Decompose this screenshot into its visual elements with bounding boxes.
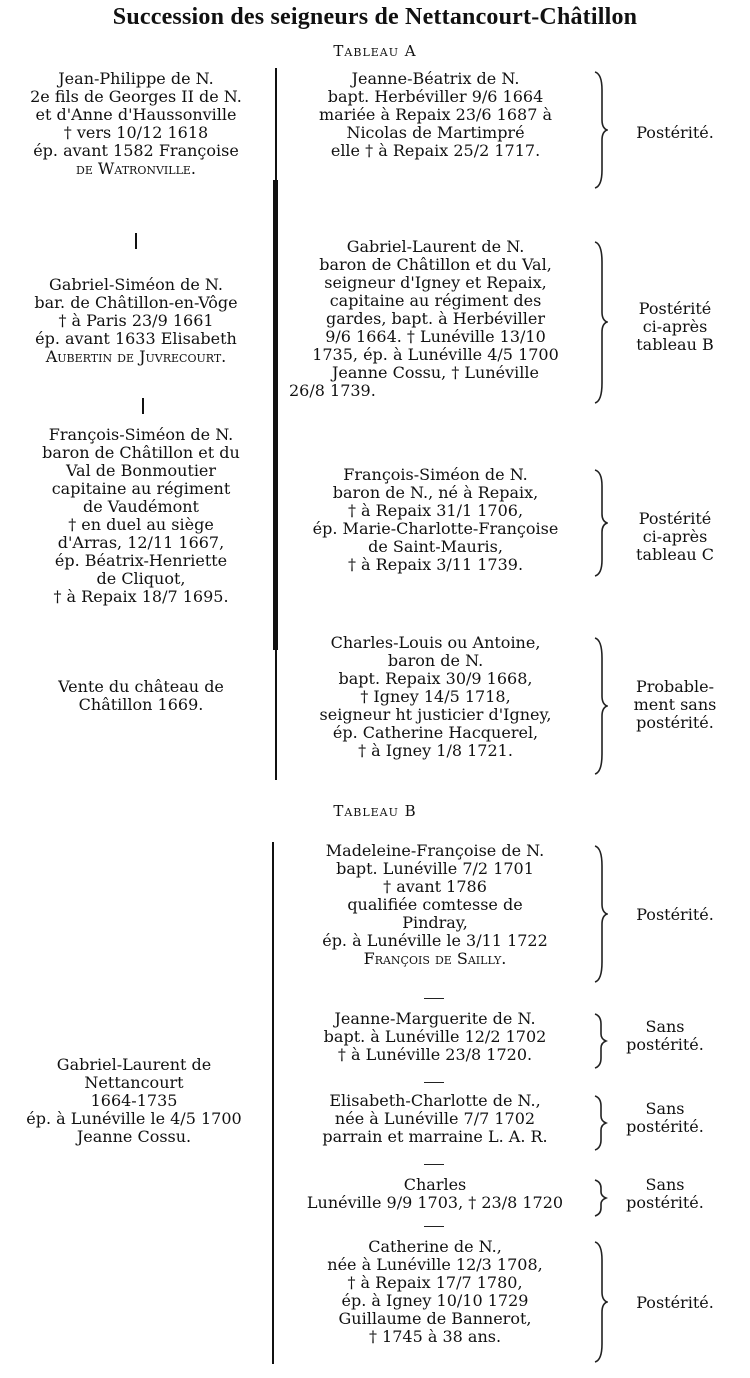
descent-line: [135, 233, 137, 249]
text-line: parrain et marraine L. A. R.: [322, 1127, 548, 1146]
text-line: ép. à Lunéville le 4/5 1700: [26, 1109, 242, 1128]
text-line: baron de N., né à Repaix,: [332, 483, 539, 502]
brace-icon: [592, 1094, 608, 1152]
tableau-b-child-2: [280, 1010, 590, 1064]
tableau-a-outcome-4: [610, 678, 740, 732]
text-line: Catherine de N.,: [368, 1237, 502, 1256]
text-line: mariée à Repaix 23/6 1687 à: [318, 105, 552, 124]
text-line: Postérité.: [636, 905, 714, 924]
text-line: Sans: [645, 1175, 685, 1194]
tableau-b-outcome-4: [610, 1176, 720, 1212]
text-line: Sans: [645, 1099, 685, 1118]
text-line: Nicolas de Martimpré: [346, 123, 525, 142]
text-line: ép. à Igney 10/10 1729: [341, 1291, 529, 1310]
text-line: ép. avant 1582 Françoise: [33, 141, 239, 160]
text-line: baron de Châtillon et du Val,: [319, 255, 552, 274]
text-line: 9/6 1664. † Lunéville 13/10: [325, 327, 546, 346]
text-line: Aubertin de Juvrecourt.: [45, 347, 227, 366]
separator-dash: [424, 1082, 444, 1083]
text-line: postérité.: [636, 713, 714, 732]
brace-icon: [592, 70, 608, 190]
text-line: Nettancourt: [84, 1073, 184, 1092]
page-title: Succession des seigneurs de Nettancourt-Châtillon: [112, 4, 638, 30]
text-line: Sans: [645, 1017, 685, 1036]
text-line: ci-après: [642, 527, 708, 546]
text-line: et d'Anne d'Haussonville: [35, 105, 237, 124]
descent-line: [142, 398, 144, 414]
text-line: de Saint-Mauris,: [368, 537, 503, 556]
brace-icon: [592, 240, 608, 405]
text-line: tableau B: [636, 335, 714, 354]
text-line: Jean-Philippe de N.: [58, 69, 214, 88]
tableau-b-child-3: [280, 1092, 590, 1146]
text-line: gardes, bapt. à Herbéviller: [325, 309, 546, 328]
text-line: de Vaudémont: [83, 497, 199, 516]
text-line: François-Siméon de N.: [343, 465, 528, 484]
text-line: de Cliquot,: [96, 569, 186, 588]
text-line: François de Sailly.: [363, 949, 507, 968]
tableau-a-outcome-3: [610, 510, 740, 564]
tableau-a-left-4: [0, 678, 282, 714]
tableau-b-child-4: [280, 1176, 590, 1212]
text-line: ép. Béatrix-Henriette: [54, 551, 228, 570]
text-line: 1735, ép. à Lunéville 4/5 1700: [312, 345, 559, 364]
text-line: Guillaume de Bannerot,: [338, 1309, 532, 1328]
text-line: d'Arras, 12/11 1667,: [57, 533, 225, 552]
tableau-b-heading: Tableau B: [333, 802, 417, 820]
text-line: † à Repaix 3/11 1739.: [347, 555, 524, 574]
text-line: † à Repaix 31/1 1706,: [347, 501, 524, 520]
tableau-b-child-1: [280, 842, 590, 968]
text-line: née à Lunéville 7/7 1702: [334, 1109, 536, 1128]
text-line: capitaine au régiment des: [329, 291, 542, 310]
brace-icon: [592, 636, 608, 776]
text-line: Elisabeth-Charlotte de N.,: [329, 1091, 541, 1110]
text-line: † Igney 14/5 1718,: [360, 687, 511, 706]
brace-icon: [592, 1012, 608, 1070]
text-line: Châtillon 1669.: [78, 695, 204, 714]
text-line: elle † à Repaix 25/2 1717.: [330, 141, 541, 160]
text-line: seigneur ht justicier d'Igney,: [319, 705, 552, 724]
text-line: Gabriel-Laurent de N.: [346, 237, 525, 256]
text-line: ép. Marie-Charlotte-Françoise: [312, 519, 559, 538]
text-line: postérité.: [626, 1117, 704, 1136]
tableau-a-outcome-2: [610, 300, 740, 354]
text-line: bapt. Lunéville 7/2 1701: [336, 859, 534, 878]
text-line: Probable-: [635, 677, 715, 696]
text-line: baron de N.: [387, 651, 484, 670]
text-line: † vers 10/12 1618: [63, 123, 209, 142]
text-line: née à Lunéville 12/3 1708,: [327, 1255, 543, 1274]
tableau-b-outcome-5: [610, 1294, 740, 1312]
text-line: François-Siméon de N.: [48, 425, 234, 444]
tableau-b-child-5: [280, 1238, 590, 1346]
text-line: qualifiée comtesse de: [347, 895, 523, 914]
text-line: Postérité.: [636, 1293, 714, 1312]
separator-dash: [424, 1226, 444, 1227]
text-line: bapt. à Lunéville 12/2 1702: [323, 1027, 547, 1046]
text-line: 26/8 1739.: [289, 381, 376, 400]
separator-dash: [424, 1164, 444, 1165]
tableau-a-child-3: [283, 466, 588, 574]
tableau-b-outcome-3: [610, 1100, 720, 1136]
tableau-a-left-3: [0, 426, 282, 606]
main-brace-thick: [273, 180, 278, 650]
brace-icon: [592, 1178, 608, 1218]
text-line: Postérité.: [636, 123, 714, 142]
text-line: 2e fils de Georges II de N.: [30, 87, 242, 106]
tableau-a-outcome-1: [610, 124, 740, 142]
text-line: ép. Catherine Hacquerel,: [332, 723, 539, 742]
main-brace-line: [272, 842, 274, 1364]
text-line: Pindray,: [402, 913, 468, 932]
tableau-b-outcome-2: [610, 1018, 720, 1054]
separator-dash: [424, 998, 444, 999]
text-line: † en duel au siège: [68, 515, 214, 534]
text-line: † 1745 à 38 ans.: [368, 1327, 502, 1346]
tableau-a-child-4: [283, 634, 588, 760]
text-line: † à Lunéville 23/8 1720.: [337, 1045, 533, 1064]
text-line: ép. avant 1633 Elisabeth: [35, 329, 237, 348]
brace-icon: [592, 1240, 608, 1365]
text-line: ment sans: [633, 695, 717, 714]
text-line: Charles: [403, 1175, 467, 1194]
text-line: bapt. Herbéviller 9/6 1664: [327, 87, 544, 106]
tableau-b-parent: [0, 1056, 268, 1146]
text-line: baron de Châtillon et du: [42, 443, 240, 462]
text-line: Jeanne Cossu.: [76, 1127, 192, 1146]
text-line: † à Paris 23/9 1661: [58, 311, 214, 330]
text-line: Gabriel-Laurent de: [56, 1055, 212, 1074]
text-line: postérité.: [626, 1193, 704, 1212]
text-line: † à Repaix 17/7 1780,: [347, 1273, 523, 1292]
tableau-a-child-1: [283, 70, 588, 160]
text-line: † à Igney 1/8 1721.: [358, 741, 513, 760]
tableau-a-left-1: [0, 70, 272, 178]
text-line: ci-après: [642, 317, 708, 336]
text-line: seigneur d'Igney et Repaix,: [324, 273, 547, 292]
tableau-b-outcome-1: [610, 906, 740, 924]
text-line: de Watronville.: [76, 159, 196, 178]
brace-icon: [592, 844, 608, 984]
text-line: † à Repaix 18/7 1695.: [53, 587, 229, 606]
text-line: Jeanne Cossu, † Lunéville: [331, 363, 539, 382]
tableau-a-heading: Tableau A: [333, 42, 417, 60]
text-line: ép. à Lunéville le 3/11 1722: [322, 931, 548, 950]
text-line: bar. de Châtillon-en-Vôge: [34, 293, 238, 312]
text-line: capitaine au régiment: [51, 479, 231, 498]
text-line: Gabriel-Siméon de N.: [49, 275, 223, 294]
text-line: Postérité: [638, 299, 712, 318]
text-line: bapt. Repaix 30/9 1668,: [338, 669, 533, 688]
text-line: 1664-1735: [90, 1091, 178, 1110]
brace-icon: [592, 468, 608, 578]
text-line: tableau C: [636, 545, 714, 564]
text-line: † avant 1786: [383, 877, 487, 896]
tableau-a-child-2: [283, 238, 588, 400]
text-line: Jeanne-Marguerite de N.: [334, 1009, 536, 1028]
text-line: postérité.: [626, 1035, 704, 1054]
text-line: Vente du château de: [58, 677, 224, 696]
text-line: Charles-Louis ou Antoine,: [330, 633, 541, 652]
tableau-a-left-2: [0, 276, 272, 366]
text-line: Madeleine-Françoise de N.: [325, 841, 545, 860]
text-line: Val de Bonmoutier: [65, 461, 217, 480]
text-line: Lunéville 9/9 1703, † 23/8 1720: [306, 1193, 564, 1212]
text-line: Postérité: [638, 509, 712, 528]
text-line: Jeanne-Béatrix de N.: [351, 69, 520, 88]
